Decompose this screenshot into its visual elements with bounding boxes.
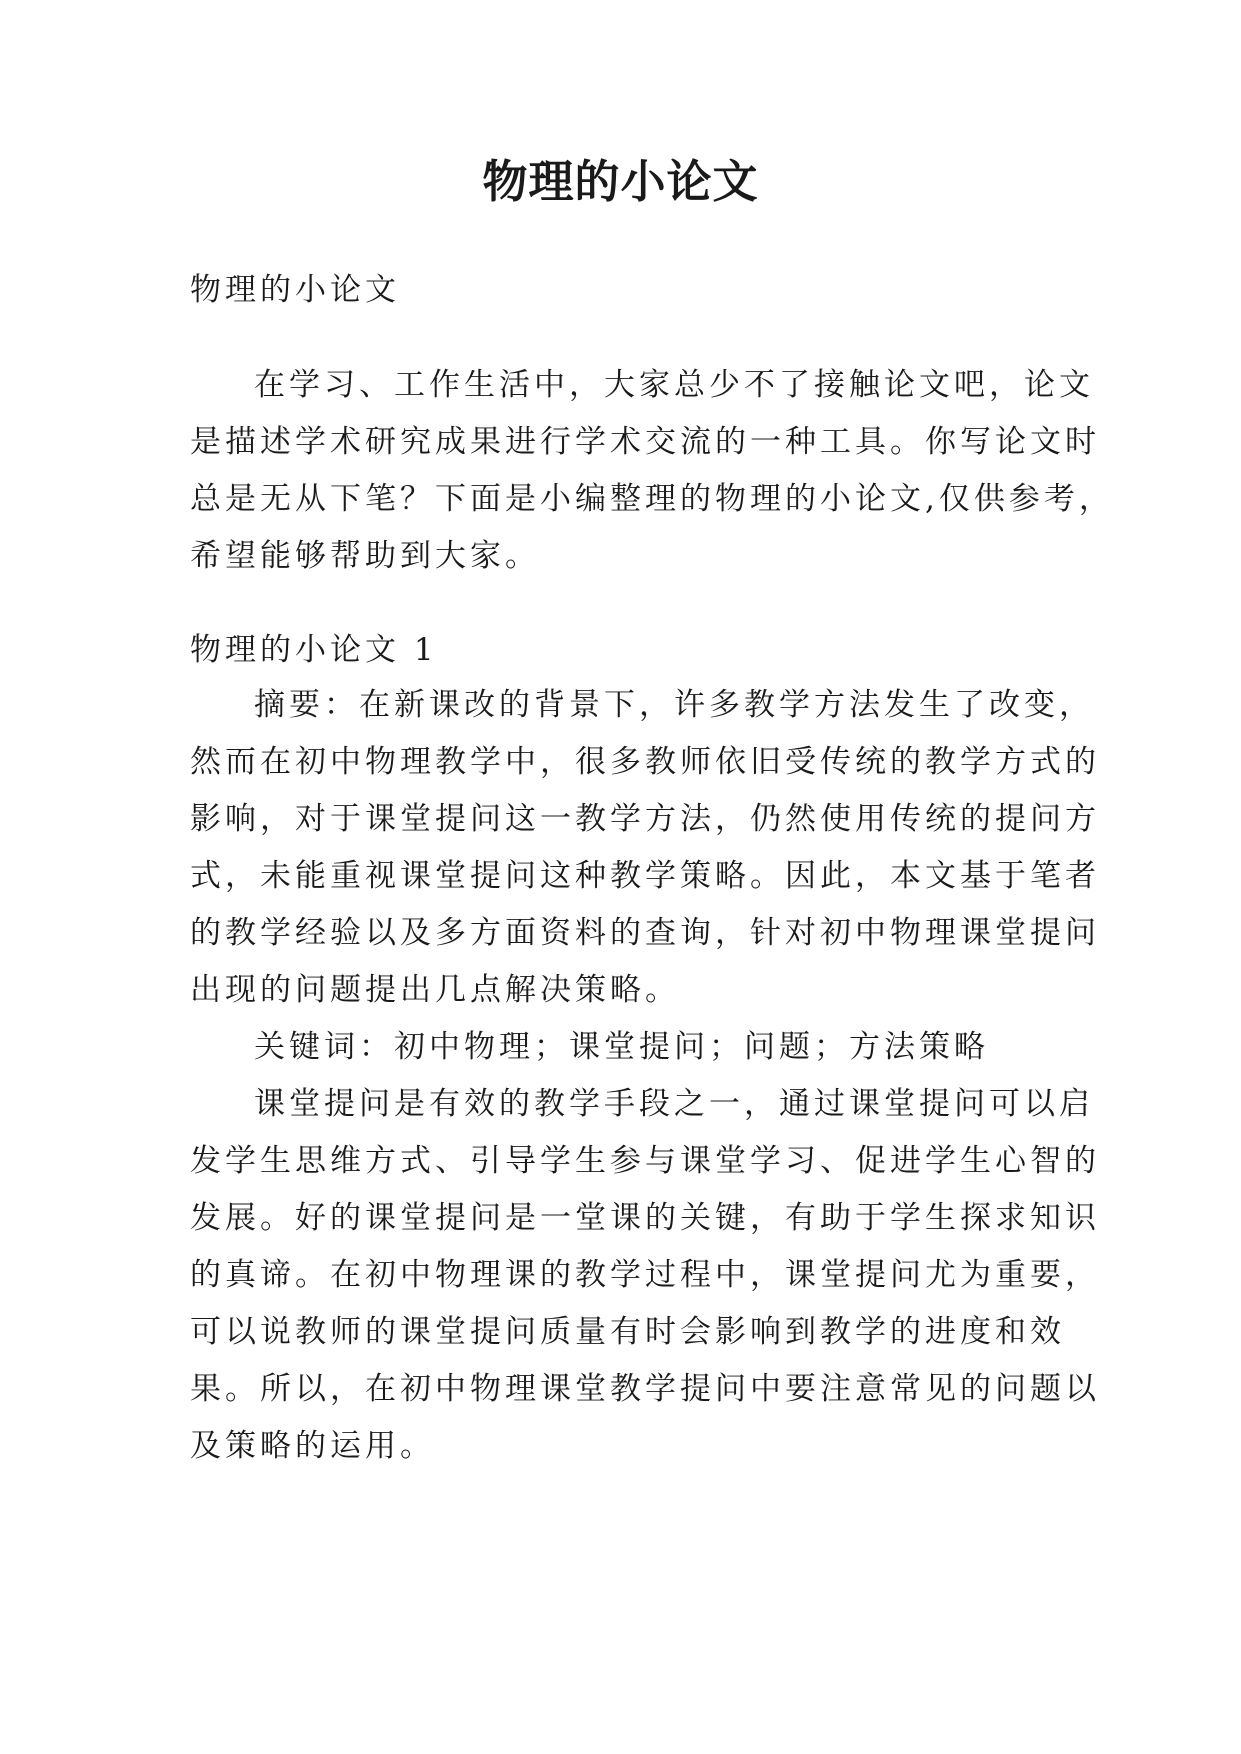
body-line: 课堂提问是有效的教学手段之一，通过课堂提问可以启 bbox=[254, 1086, 1094, 1122]
body-line: 果。所以，在初中物理课堂教学提问中要注意常见的问题以 bbox=[190, 1371, 1100, 1407]
abstract-line: 影响，对于课堂提问这一教学方法，仍然使用传统的提问方 bbox=[190, 801, 1100, 837]
abstract-line: 摘要：在新课改的背景下，许多教学方法发生了改变， bbox=[254, 687, 1094, 723]
abstract-line: 然而在初中物理教学中，很多教师依旧受传统的教学方式的 bbox=[190, 744, 1100, 780]
intro-line: 是描述学术研究成果进行学术交流的一种工具。你写论文时 bbox=[190, 424, 1100, 460]
intro-line: 总是无从下笔？下面是小编整理的物理的小论文,仅供参考， bbox=[190, 481, 1114, 517]
body-line: 可以说教师的课堂提问质量有时会影响到教学的进度和效 bbox=[190, 1314, 1065, 1350]
subtitle: 物理的小论文 bbox=[190, 272, 400, 308]
intro-line: 在学习、工作生活中，大家总少不了接触论文吧，论文 bbox=[254, 367, 1094, 403]
section-heading: 物理的小论文 1 bbox=[190, 632, 438, 668]
body-line: 发学生思维方式、引导学生参与课堂学习、促进学生心智的 bbox=[190, 1143, 1100, 1179]
keywords-line: 关键词：初中物理；课堂提问；问题；方法策略 bbox=[254, 1029, 989, 1065]
abstract-line: 的教学经验以及多方面资料的查询，针对初中物理课堂提问 bbox=[190, 915, 1100, 951]
body-line: 及策略的运用。 bbox=[190, 1428, 435, 1464]
document-title: 物理的小论文 bbox=[482, 155, 759, 208]
abstract-line: 式，未能重视课堂提问这种教学策略。因此，本文基于笔者 bbox=[190, 858, 1100, 894]
body-line: 的真谛。在初中物理课的教学过程中，课堂提问尤为重要， bbox=[190, 1257, 1100, 1293]
body-line: 发展。好的课堂提问是一堂课的关键，有助于学生探求知识 bbox=[190, 1200, 1100, 1236]
abstract-line: 出现的问题提出几点解决策略。 bbox=[190, 972, 680, 1008]
intro-line: 希望能够帮助到大家。 bbox=[190, 538, 540, 574]
